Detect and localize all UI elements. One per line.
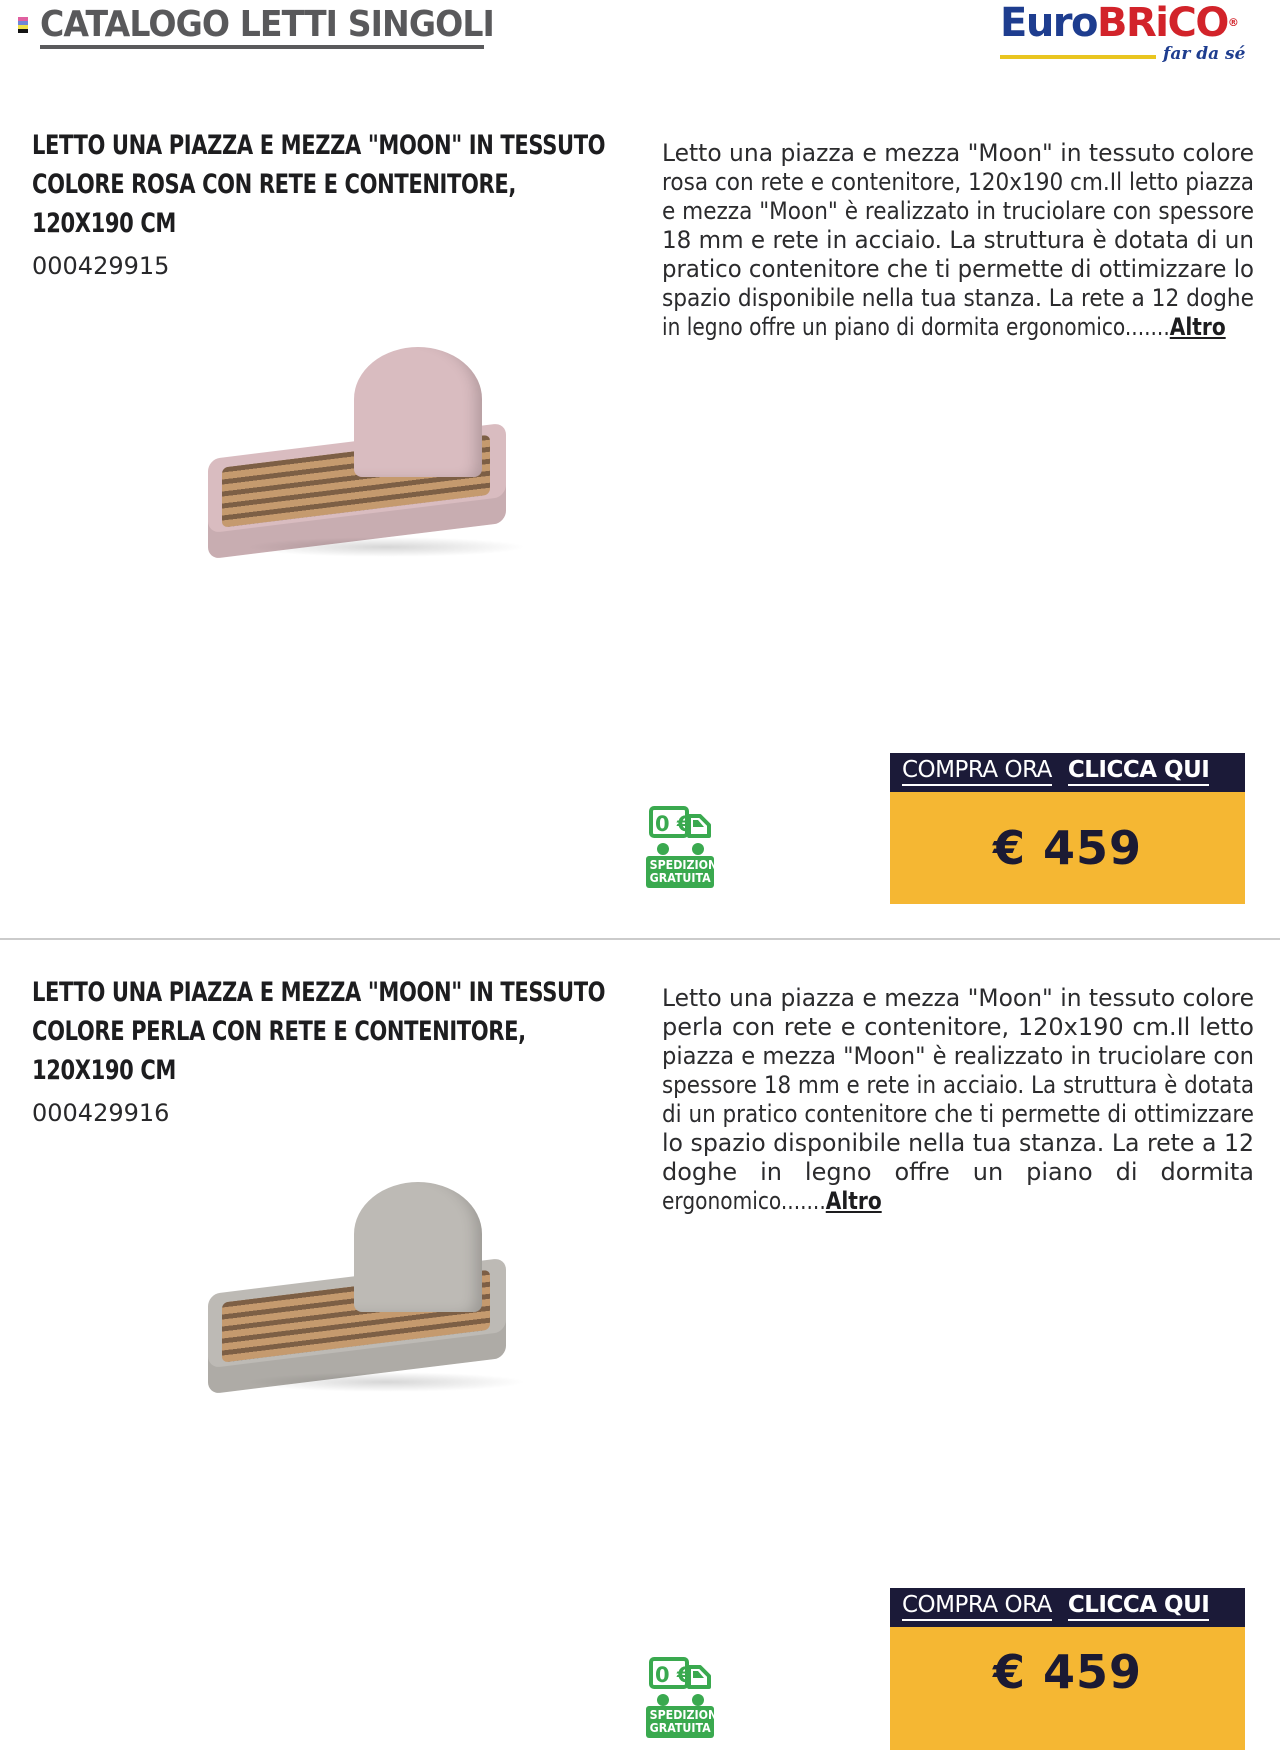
logo-wordmark [1000,0,1252,46]
free-shipping-truck-icon [648,804,712,856]
product-code: 000429915 [32,252,170,280]
price-box [890,792,1245,904]
price-value: € 459 [992,821,1143,875]
product-code: 000429916 [32,1099,170,1127]
free-shipping-badge: SPEDIZIONE GRATUITA [646,856,714,888]
logo-underline [1000,55,1156,59]
page-title-text: CATALOGO LETTI SINGOLI [40,4,494,45]
eurobrico-logo [1000,0,1252,64]
price-value: € 459 [992,1645,1143,1699]
product-description: Letto una piazza e mezza "Moon" in tessuto colore rosa con rete e contenitore, 120x190 cm.Il letto piazza e mezza "Moon" è realizzato in truciolare con spessore 18 mm e rete in acciaio. La struttura è dotata di un pratico contenitore che ti permette di ottimizzare lo spazio disponibile nella tua stanza. La rete a 12 doghe in legno offre un piano di dormita ergonomico.......Altro [662,139,1254,341]
free-shipping-badge: SPEDIZIONE GRATUITA [646,1706,714,1738]
bed-headboard [354,347,482,477]
registered-mark: ® [1227,16,1238,29]
buy-now-button[interactable]: COMPRA ORA CLICCA QUI [890,753,1245,792]
logo-brico: BRiCO [1097,0,1228,46]
more-link[interactable]: Altro [825,1187,882,1215]
product-image-bed-rosa [206,345,546,560]
truck-price-text: 0 € [655,812,692,836]
free-shipping-truck-icon [648,1655,712,1707]
product-title: LETTO UNA PIAZZA E MEZZA "MOON" IN TESSUTO COLORE PERLA CON RETE E CONTENITORE, 120X190 CM [32,977,606,1086]
product-description: Letto una piazza e mezza "Moon" in tessuto colore perla con rete e contenitore, 120x190 cm.Il letto piazza e mezza "Moon" è realizzato in truciolare con spessore 18 mm e rete in acciaio. La struttura è dotata di un pratico contenitore che ti permette di ottimizzare lo spazio disponibile nella tua stanza. La rete a 12 doghe in legno offre un piano di dormita ergonomico.......Altro [662,984,1254,1215]
more-link[interactable]: Altro [1169,313,1226,341]
truck-price-text: 0 € [655,1663,692,1687]
logo-euro: Euro [1000,0,1098,46]
product-title: LETTO UNA PIAZZA E MEZZA "MOON" IN TESSUTO COLORE ROSA CON RETE E CONTENITORE, 120X190 CM [32,130,606,239]
page-title [40,4,494,49]
price-box [890,1627,1245,1750]
product-image-bed-perla [206,1180,546,1395]
logo-tagline: far da sé [1163,44,1246,64]
buy-now-button[interactable]: COMPRA ORA CLICCA QUI [890,1588,1245,1627]
section-divider [0,938,1280,940]
bed-headboard [354,1182,482,1312]
color-stripes-icon [18,17,28,33]
